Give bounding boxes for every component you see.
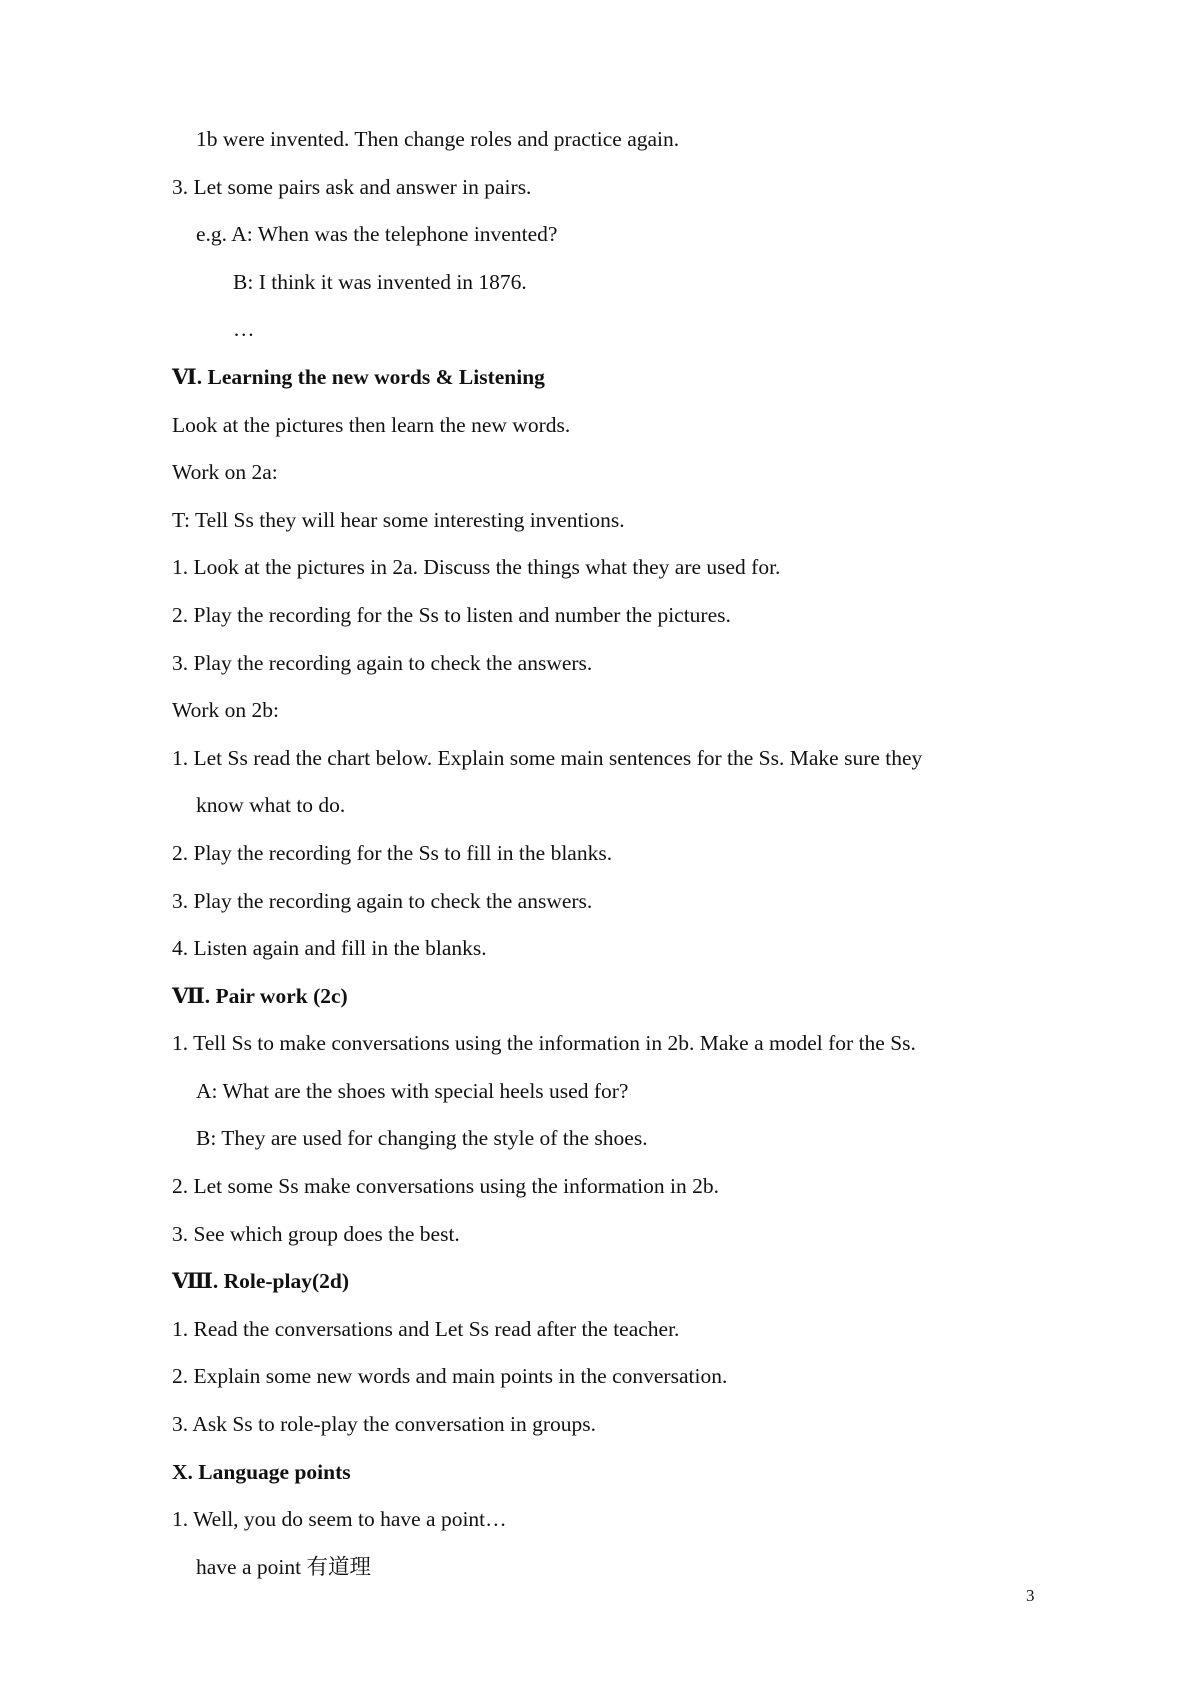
text-line: 2. Play the recording for the Ss to fill in the blanks. xyxy=(172,840,613,865)
text-line: 3. See which group does the best. xyxy=(172,1221,460,1246)
text-line: 1. Let Ss read the chart below. Explain some main sentences for the Ss. Make sure they xyxy=(172,745,923,770)
text-line: 2. Explain some new words and main points in the conversation. xyxy=(172,1364,728,1389)
text-line: B: I think it was invented in 1876. xyxy=(233,269,527,294)
text-line: Work on 2b: xyxy=(172,698,279,723)
text-line: B: They are used for changing the style of the shoes. xyxy=(196,1126,648,1151)
section-heading: Ⅷ. Role-play(2d) xyxy=(172,1269,350,1294)
text-line: 1. Well, you do seem to have a point… xyxy=(172,1507,507,1532)
document-body xyxy=(172,116,1052,1591)
text-line: 3. Play the recording again to check the answers. xyxy=(172,650,593,675)
text-line: 3. Play the recording again to check the answers. xyxy=(172,888,593,913)
text-line: 1. Read the conversations and Let Ss read after the teacher. xyxy=(172,1316,680,1341)
text-line: know what to do. xyxy=(196,793,346,818)
text-line: 1b were invented. Then change roles and practice again. xyxy=(196,127,680,151)
text-line: … xyxy=(233,317,255,342)
page-number: 3 xyxy=(1026,1586,1035,1605)
section-heading: Ⅵ. Learning the new words & Listening xyxy=(172,364,545,389)
text-line: 2. Play the recording for the Ss to listen and number the pictures. xyxy=(172,602,731,627)
text-line: have a point 有道理 xyxy=(196,1554,371,1579)
text-line: e.g. A: When was the telephone invented? xyxy=(196,222,558,247)
text-line: 3. Let some pairs ask and answer in pairs. xyxy=(172,174,532,199)
text-line: T: Tell Ss they will hear some interesting inventions. xyxy=(172,507,625,532)
text-line: 4. Listen again and fill in the blanks. xyxy=(172,936,487,961)
section-heading: X. Language points xyxy=(172,1459,351,1484)
text-line: Work on 2a: xyxy=(172,460,278,485)
text-line: A: What are the shoes with special heels used for? xyxy=(196,1078,629,1103)
section-heading: Ⅶ. Pair work (2c) xyxy=(172,983,348,1008)
text-line: 2. Let some Ss make conversations using the information in 2b. xyxy=(172,1174,719,1199)
text-line: 1. Tell Ss to make conversations using the information in 2b. Make a model for the Ss. xyxy=(172,1031,916,1056)
text-line: 3. Ask Ss to role-play the conversation in groups. xyxy=(172,1412,596,1437)
text-line: 1. Look at the pictures in 2a. Discuss the things what they are used for. xyxy=(172,555,781,580)
text-line: Look at the pictures then learn the new words. xyxy=(172,412,571,437)
